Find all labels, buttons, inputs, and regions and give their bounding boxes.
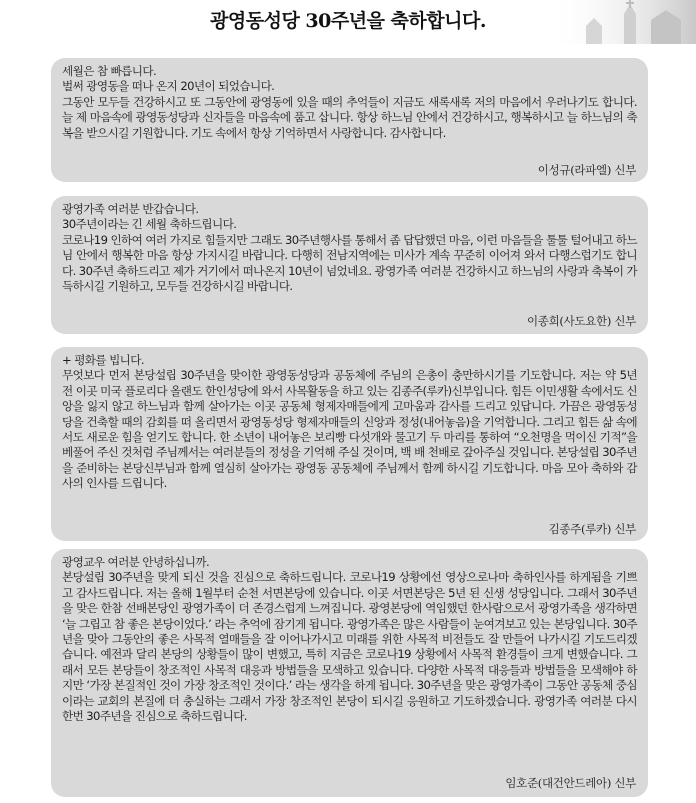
- message-signature: 이성규(라파엘) 신부: [537, 163, 636, 177]
- message-card: [51, 58, 648, 182]
- message-paragraph: 광영교우 여러분 안녕하십니까.: [62, 555, 210, 569]
- message-paragraph: 광영가족 여러분 반갑습니다.: [62, 202, 199, 216]
- message-signature: 임호준(대건안드레아) 신부: [505, 776, 636, 790]
- page-header: [0, 0, 696, 44]
- message-card: [51, 549, 648, 797]
- message-paragraph: 벌써 광영동을 떠나 온지 20년이 되었습니다.: [62, 79, 275, 94]
- message-paragraph: 그동안 모두들 건강하시고 또 그동안에 광영동에 있을 때의 추억들이 지금도 새록새록 저의 마음에서 우러나기도 합니다. 늘 제 마음속에 광영동성당과 신자들을 마음속에 품고 삽니다. 항상 하느님 안에서 건강하시고, 행복하시고 늘 하느님의 축복을 받으시길 기원합니다. 기도 속에서 항상 기억하면서 사랑합니다. 감사합니다.: [62, 94, 637, 140]
- message-body: [62, 555, 637, 724]
- message-body: [62, 64, 637, 141]
- message-paragraph: 코로나19 인하여 여러 가지로 힘들지만 그래도 30주년행사를 통해서 좀 답답했던 마음, 이런 마음들을 툴툴 털어내고 하느님 안에서 행복한 마음 항상 가지시길 바랍니다. 다행히 전남지역에는 미사가 계속 꾸준히 이어져 와서 다행스럽기도 합니다. 30주년 축하드리고 제가 거기에서 떠나온지 10년이 넘었네요. 광영가족 여러분 건강하시고 하느님의 사랑과 축복이 가득하시길 기원하고, 모두들 건강하시길 바랍니다.: [62, 232, 637, 294]
- church-silhouette-icon: [546, 0, 696, 44]
- message-paragraph: 30주년이라는 긴 세월 축하드립니다.: [62, 217, 237, 232]
- message-paragraph: 무엇보다 먼저 본당설립 30주년을 맞이한 광영동성당과 공동체에 주님의 은총이 충만하시기를 기도합니다. 저는 약 5년 전 이곳 미국 플로리다 올랜도 한인성당에 와서 사목활동을 하고 있는 김종주(루카)신부입니다. 힘든 이민생활 속에서도 신앙을 잃지 않고 하느님과 함께 살아가는 이곳 공동체 형제자매들에게 고마움과 감사를 드리고 있답니다. 가끔은 광영동성당을 건축할 때의 감회를 떠 올리면서 광영동성당 형제자매들의 신앙과 정성(내어놓음)을 기억합니다. 그리고 힘든 삶 속에서도 새로운 힘을 얻기도 합니다. 한 소년이 내어놓은 보리빵 다섯개와 물고기 두 마리를 통하여 “오천명을 먹이신 기적”을 베풀어 주신 것처럼 주님께서는 여러분들의 정성을 기억해 주실 것이며, 백 배 천배로 갚아주실 것입니다. 본당설립 30주년을 준비하는 본당신부님과 함께 열심히 살아가는 광영동 공동체에 주님께서 함께 하시길 기도합니다. 마음 모아 축하와 감사의 인사를 드립니다.: [62, 368, 637, 491]
- message-card: [51, 196, 648, 334]
- message-signature: 김종주(루카) 신부: [548, 522, 636, 536]
- message-paragraph: 본당설립 30주년을 맞게 되신 것을 진심으로 축하드립니다. 코로나19 상황에선 영상으로나마 축하인사를 하게됨을 기쁘고 감사드립니다. 저는 올해 1월부터 순천 서면본당에 있습니다. 이곳 서면본당은 5년 된 신생 성당입니다. 그래서 30주년을 맞은 한참 선배본당인 광영가족이 더 존경스럽게 느껴집니다. 광영본당에 역임했던 한사람으로서 광영가족을 생각하면 ‘늘 그립고 참 좋은 본당이었다.’ 라는 추억에 잠기게 됩니다. 광영가족은 많은 사람들이 눈여겨보고 있는 본당입니다. 30주년을 맞아 그동안의 좋은 사목적 열매들을 잘 이어나가시고 미래를 위한 사목적 비전들도 잘 만들어 나가시길 기도드리겠습니다. 예전과 달리 본당의 상황들이 많이 변했고, 특히 지금은 코로나19 상황에서 사목적 환경들이 크게 변했습니다. 그래서 모든 본당들이 창조적인 사목적 대응과 방법들을 모색하고 있습니다. 다양한 사목적 대응들과 방법들을 모색해야 하지만 ‘가장 본질적인 것이 가장 창조적인 것이다.’ 라는 생각을 하게 됩니다. 30주년을 맞은 광영가족이 그동안 공동체 중심이라는 교회의 본질에 더 충실하는 그래서 가장 창조적인 본당이 되시길 응원하고 기도하겠습니다. 광영가족 여러분 다시 한번 30주년을 진심으로 축하드립니다.: [62, 570, 637, 724]
- message-paragraph: + 평화를 빕니다.: [62, 353, 144, 367]
- page-title: 광영동성당 30주년을 축하합니다.: [210, 10, 486, 32]
- message-body: [62, 353, 637, 492]
- message-card: [51, 347, 648, 541]
- message-signature: 이종희(사도요한) 신부: [526, 314, 636, 328]
- message-paragraph: 세월은 참 빠릅니다.: [62, 64, 157, 78]
- message-body: [62, 202, 637, 294]
